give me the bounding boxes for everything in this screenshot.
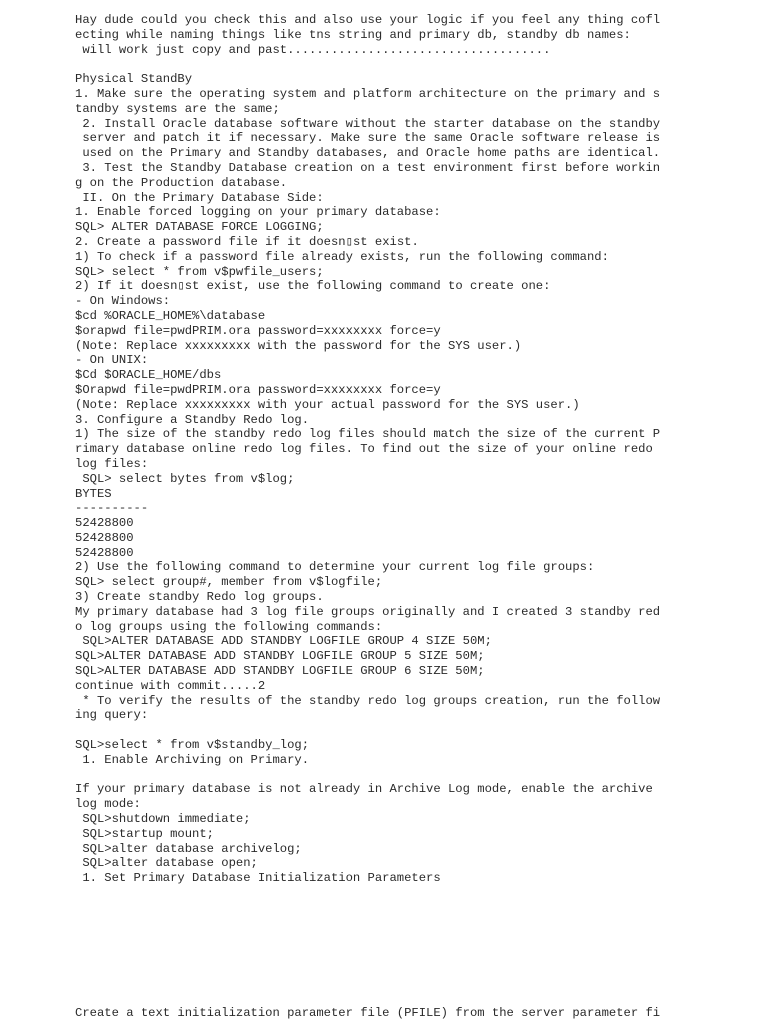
text-line xyxy=(75,723,755,738)
text-line: BYTES xyxy=(75,486,112,501)
text-line: log files: xyxy=(75,456,149,471)
text-line: SQL>shutdown immediate; xyxy=(75,812,251,827)
text-line: If your primary database is not already in Archive Log mode, enable the archive xyxy=(75,782,653,797)
text-line: SQL> select * from v$pwfile_users; xyxy=(75,264,324,279)
page-footer-line: Create a text initialization parameter file (PFILE) from the server parameter fi xyxy=(75,1006,661,1020)
text-line: tandby systems are the same; xyxy=(75,101,280,116)
text-line: Physical StandBy xyxy=(75,72,193,87)
text-line: - On UNIX: xyxy=(75,353,149,368)
text-line: continue with commit.....2 xyxy=(75,678,266,693)
text-line: $cd %ORACLE_HOME%\database xyxy=(75,308,266,323)
text-line: (Note: Replace xxxxxxxxx with your actual password for the SYS user.) xyxy=(75,397,580,412)
text-line: SQL> ALTER DATABASE FORCE LOGGING; xyxy=(75,220,324,235)
text-line: SQL> select group#, member from v$logfile; xyxy=(75,575,383,590)
text-line: $orapwd file=pwdPRIM.ora password=xxxxxxxx force=y xyxy=(75,323,441,338)
text-line: 52428800 xyxy=(75,516,134,531)
text-line: will work just copy and past.................................... xyxy=(75,42,551,57)
text-line: SQL>ALTER DATABASE ADD STANDBY LOGFILE GROUP 4 SIZE 50M; xyxy=(75,634,492,649)
text-line xyxy=(75,768,755,783)
text-line: 1) The size of the standby redo log files should match the size of the current P xyxy=(75,427,661,442)
text-line: used on the Primary and Standby databases, and Oracle home paths are identical. xyxy=(75,146,661,161)
text-line: SQL>alter database archivelog; xyxy=(75,841,302,856)
text-line: 2) If it doesn▯st exist, use the following command to create one: xyxy=(75,279,551,294)
text-line: SQL>select * from v$standby_log; xyxy=(75,738,310,753)
text-line: $Cd $ORACLE_HOME/dbs xyxy=(75,368,222,383)
text-line: 52428800 xyxy=(75,530,134,545)
text-line: 2) Use the following command to determine your current log file groups: xyxy=(75,560,595,575)
text-line: 2. Install Oracle database software without the starter database on the standby xyxy=(75,116,661,131)
text-line: log mode: xyxy=(75,797,141,812)
text-line: - On Windows: xyxy=(75,294,171,309)
text-line: 1) To check if a password file already exists, run the following command: xyxy=(75,249,609,264)
text-line: SQL>alter database open; xyxy=(75,856,258,871)
text-line: SQL> select bytes from v$log; xyxy=(75,471,295,486)
text-line: * To verify the results of the standby redo log groups creation, run the follow xyxy=(75,693,661,708)
text-line: rimary database online redo log files. To find out the size of your online redo xyxy=(75,442,653,457)
text-line: o log groups using the following commands: xyxy=(75,619,383,634)
text-line: SQL>ALTER DATABASE ADD STANDBY LOGFILE GROUP 6 SIZE 50M; xyxy=(75,664,485,679)
text-line: (Note: Replace xxxxxxxxx with the password for the SYS user.) xyxy=(75,338,522,353)
text-line: 52428800 xyxy=(75,545,134,560)
text-line: ---------- xyxy=(75,501,149,516)
text-line: Hay dude could you check this and also use your logic if you feel any thing cofl xyxy=(75,13,661,27)
text-line: 1. Enable Archiving on Primary. xyxy=(75,752,310,767)
text-line: SQL>ALTER DATABASE ADD STANDBY LOGFILE GROUP 5 SIZE 50M; xyxy=(75,649,485,664)
text-line: ing query: xyxy=(75,708,149,723)
text-line xyxy=(75,57,755,72)
text-line: 1. Set Primary Database Initialization Parameters xyxy=(75,871,441,886)
text-line: 3) Create standby Redo log groups. xyxy=(75,590,324,605)
text-line: 1. Make sure the operating system and platform architecture on the primary and s xyxy=(75,86,661,101)
text-line: II. On the Primary Database Side: xyxy=(75,190,324,205)
text-line: 3. Configure a Standby Redo log. xyxy=(75,412,310,427)
document-body xyxy=(75,13,755,886)
text-line: server and patch it if necessary. Make sure the same Oracle software release is xyxy=(75,131,661,146)
text-line: SQL>startup mount; xyxy=(75,826,214,841)
text-line: 2. Create a password file if it doesn▯st exist. xyxy=(75,234,419,249)
text-line: ecting while naming things like tns string and primary db, standby db names: xyxy=(75,27,631,42)
text-line: $Orapwd file=pwdPRIM.ora password=xxxxxxxx force=y xyxy=(75,382,441,397)
text-line: 3. Test the Standby Database creation on a test environment first before workin xyxy=(75,160,661,175)
text-line: g on the Production database. xyxy=(75,175,288,190)
text-line: 1. Enable forced logging on your primary database: xyxy=(75,205,441,220)
text-line: My primary database had 3 log file groups originally and I created 3 standby red xyxy=(75,604,661,619)
